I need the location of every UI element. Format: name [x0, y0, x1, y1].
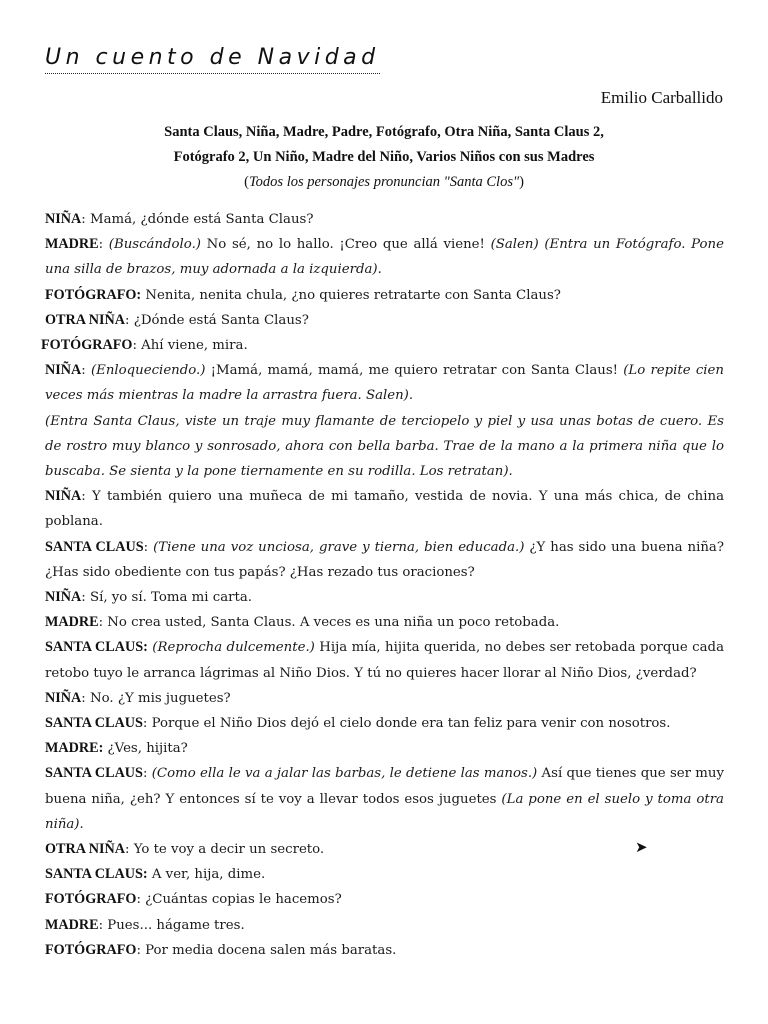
dialogue-text: : Ahí viene, mira. — [132, 338, 248, 354]
dialogue-text: ¿Ves, hijita? — [103, 741, 188, 757]
dialogue-line — [45, 913, 724, 938]
speaker-name: FOTÓGRAFO — [41, 337, 133, 354]
speaker-name: MADRE — [45, 916, 99, 933]
speaker-name: FOTÓGRAFO: — [45, 286, 142, 303]
stage-direction: (Tiene una voz unciosa, grave y tierna, bien educada.) — [153, 539, 525, 555]
dialogue-text: : Yo te voy a decir un secreto. — [125, 842, 325, 858]
speaker-name: SANTA CLAUS: — [45, 866, 148, 883]
stage-direction: (Enloqueciendo.) — [90, 363, 206, 379]
author-name: Emilio Carballido — [600, 88, 723, 107]
stage-direction: (Lo repite cien veces más mientras la madre la arrastra fuera. Salen). — [45, 363, 724, 404]
cast-note-close-paren: ) — [519, 174, 524, 190]
dialogue-line — [45, 761, 724, 837]
dialogue-line — [45, 938, 724, 963]
speaker-name: FOTÓGRAFO — [45, 941, 137, 958]
dialogue-text: Nenita, nenita chula, ¿no quieres retratarte con Santa Claus? — [141, 287, 561, 303]
dialogue-line — [45, 887, 724, 912]
cast-line: Santa Claus, Niña, Madre, Padre, Fotógrafo, Otra Niña, Santa Claus 2, — [164, 124, 604, 140]
dialogue-text: : Pues... hágame tres. — [98, 917, 245, 933]
dialogue-line — [45, 686, 724, 711]
dialogue-text: No sé, no lo hallo. ¡Creo que allá viene! — [201, 237, 491, 253]
dialogue-text: : — [81, 363, 91, 379]
dialogue-line — [45, 358, 724, 408]
dialogue-text: : No. ¿Y mis juguetes? — [81, 690, 231, 706]
dialogue-text: : No crea usted, Santa Claus. A veces es una niña un poco retobada. — [98, 615, 560, 631]
dialogue-line — [45, 535, 724, 585]
speaker-name: NIÑA — [45, 362, 82, 379]
dialogue-line — [45, 862, 724, 887]
speaker-name: NIÑA — [45, 211, 82, 227]
speaker-name: NIÑA — [45, 488, 82, 505]
speaker-name: MADRE — [45, 236, 99, 253]
dialogue-text: : Mamá, ¿dónde está Santa Claus? — [81, 212, 314, 227]
dialogue-text: : — [142, 766, 152, 782]
cast-note — [45, 170, 723, 195]
dialogue-text: : Sí, yo sí. Toma mi carta. — [81, 590, 252, 606]
dialogue-text: A ver, hija, dime. — [147, 867, 266, 883]
cast-note-text: Todos los personajes pronuncian "Santa Clos" — [248, 174, 520, 190]
dialogue-line — [45, 635, 724, 685]
dialogue-line — [45, 736, 724, 761]
speaker-name: MADRE — [45, 614, 99, 631]
speaker-name: OTRA NIÑA — [45, 841, 126, 858]
dialogue-text: : — [98, 237, 109, 253]
dialogue-text: : ¿Cuántas copias le hacemos? — [136, 892, 342, 908]
dialogue-line — [45, 585, 724, 610]
dialogue-line — [45, 207, 724, 232]
stage-direction: (Buscándolo.) — [108, 237, 201, 253]
stage-direction: (Como ella le va a jalar las barbas, le detiene las manos.) — [151, 766, 538, 782]
speaker-name: NIÑA — [45, 689, 82, 706]
speaker-name: SANTA CLAUS — [45, 538, 144, 555]
dialogue-text: : Y también quiero una muñeca de mi tamaño, vestida de novia. Y una más chica, de china poblana. — [45, 489, 724, 530]
stage-direction: (Reprocha dulcemente.) — [152, 640, 315, 656]
dialogue-line — [45, 711, 724, 736]
speaker-name: NIÑA — [45, 589, 82, 606]
dialogue-text: ¡Mamá, mamá, mamá, me quiero retratar con Santa Claus! — [205, 363, 624, 379]
dialogue-text: : Por media docena salen más baratas. — [136, 942, 397, 958]
stage-direction: (Entra Santa Claus, viste un traje muy flamante de terciopelo y piel y usa unas botas de cuero. Es de rostro muy blanco y sonrosado, ahora con bella barba. Trae de la mano a la primera niña que lo buscaba. Se sienta y la pone tiernamente en su rodilla. Los retratan). — [45, 413, 724, 480]
cast-note-open-paren: ( — [244, 174, 249, 190]
dialogue-text: Así que tienes que ser muy buena niña, ¿eh? Y entonces sí te voy a llevar todos esos juguetes — [45, 766, 724, 807]
stage-direction-block — [45, 409, 724, 485]
stage-direction: (Salen) (Entra un Fotógrafo. Pone una silla de brazos, muy adornada a la izquierda). — [45, 237, 724, 278]
dialogue-body — [41, 207, 724, 963]
dialogue-text: : Porque el Niño Dios dejó el cielo donde era tan feliz para venir con nosotros. — [142, 716, 671, 732]
dialogue-line — [45, 484, 724, 534]
dialogue-text: : ¿Dónde está Santa Claus? — [125, 312, 309, 328]
arrow-right-icon: ➤ — [635, 838, 648, 856]
stage-direction: (La pone en el suelo y toma otra niña). — [45, 791, 724, 832]
dialogue-line — [45, 308, 724, 333]
speaker-name: MADRE: — [45, 740, 104, 757]
dialogue-line — [45, 283, 724, 308]
dialogue-text: : — [143, 539, 154, 555]
cast-line: Fotógrafo 2, Un Niño, Madre del Niño, Varios Niños con sus Madres — [173, 149, 595, 165]
dialogue-line — [45, 232, 724, 282]
speaker-name: SANTA CLAUS: — [45, 639, 148, 656]
speaker-name: OTRA NIÑA — [45, 311, 126, 328]
document-title: Un cuento de Navidad — [45, 44, 380, 74]
dialogue-line — [45, 837, 724, 862]
speaker-name: SANTA CLAUS — [45, 765, 143, 782]
cast-list — [45, 120, 723, 195]
dialogue-text: ¿Y has sido una buena niña? ¿Has sido obediente con tus papás? ¿Has rezado tus oraciones? — [45, 539, 724, 580]
dialogue-line — [41, 333, 724, 358]
dialogue-line — [45, 610, 724, 635]
dialogue-text: Hija mía, hijita querida, no debes ser retobada porque cada retobo tuyo le arranca lágrimas al Niño Dios. Y tú no quieres hacer llorar al Niño Dios, ¿verdad? — [45, 640, 724, 681]
speaker-name: SANTA CLAUS — [45, 715, 143, 732]
speaker-name: FOTÓGRAFO — [45, 891, 137, 908]
